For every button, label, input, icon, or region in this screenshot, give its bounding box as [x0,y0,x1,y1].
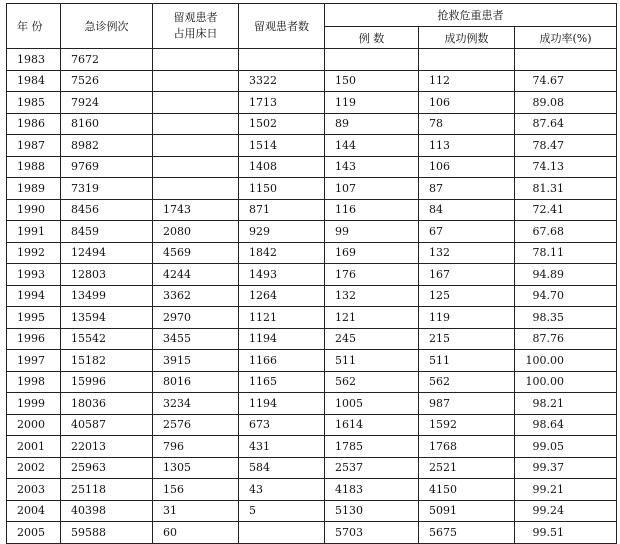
cell-rescue-rate: 67.68 [515,221,617,243]
cell-rescue-rate: 87.76 [515,328,617,350]
cell-observation-patients [239,49,325,71]
cell-rescue-cases: 5703 [325,522,419,544]
cell-rescue-cases [325,49,419,71]
cell-rescue-success: 106 [419,92,515,114]
cell-rescue-rate: 99.05 [515,436,617,458]
cell-emergency-visits: 7924 [61,92,153,114]
cell-rescue-cases: 144 [325,135,419,157]
cell-year: 1984 [7,70,61,92]
cell-rescue-rate: 94.70 [515,285,617,307]
cell-year: 1996 [7,328,61,350]
cell-rescue-rate: 98.64 [515,414,617,436]
table-row [7,92,617,114]
cell-observation-bed-days: 2080 [153,221,239,243]
cell-rescue-cases: 116 [325,199,419,221]
table-row [7,113,617,135]
cell-observation-patients: 1502 [239,113,325,135]
cell-rescue-cases: 511 [325,350,419,372]
cell-emergency-visits: 15182 [61,350,153,372]
table-row [7,350,617,372]
cell-emergency-visits: 9769 [61,156,153,178]
cell-rescue-success: 562 [419,371,515,393]
cell-rescue-rate: 99.24 [515,500,617,522]
cell-year: 1994 [7,285,61,307]
cell-year: 1991 [7,221,61,243]
table-row [7,307,617,329]
cell-rescue-cases: 4183 [325,479,419,501]
cell-year: 1992 [7,242,61,264]
cell-emergency-visits: 40587 [61,414,153,436]
cell-rescue-cases: 176 [325,264,419,286]
cell-rescue-cases: 119 [325,92,419,114]
cell-year: 1989 [7,178,61,200]
cell-observation-patients: 673 [239,414,325,436]
table-row [7,135,617,157]
cell-observation-patients: 1408 [239,156,325,178]
cell-rescue-rate: 78.47 [515,135,617,157]
cell-rescue-cases: 143 [325,156,419,178]
cell-rescue-success: 119 [419,307,515,329]
cell-rescue-rate: 72.41 [515,199,617,221]
cell-year: 2001 [7,436,61,458]
cell-year: 1983 [7,49,61,71]
cell-year: 2002 [7,457,61,479]
table-header [7,4,617,49]
cell-observation-bed-days: 8016 [153,371,239,393]
cell-observation-bed-days: 1743 [153,199,239,221]
cell-rescue-success: 1768 [419,436,515,458]
cell-observation-bed-days: 31 [153,500,239,522]
cell-rescue-success: 987 [419,393,515,415]
cell-observation-patients: 1713 [239,92,325,114]
cell-observation-bed-days [153,49,239,71]
table-row [7,436,617,458]
cell-observation-patients: 1842 [239,242,325,264]
cell-observation-bed-days: 3234 [153,393,239,415]
cell-observation-bed-days: 796 [153,436,239,458]
cell-rescue-rate: 99.21 [515,479,617,501]
cell-rescue-rate: 98.35 [515,307,617,329]
header-observation-bed-days-line2: 占用床日 [173,27,218,40]
table-row [7,70,617,92]
cell-observation-bed-days [153,156,239,178]
cell-emergency-visits: 15996 [61,371,153,393]
cell-rescue-success: 167 [419,264,515,286]
cell-year: 1999 [7,393,61,415]
cell-emergency-visits: 12803 [61,264,153,286]
cell-emergency-visits: 40398 [61,500,153,522]
cell-year: 1988 [7,156,61,178]
cell-year: 2005 [7,522,61,544]
cell-rescue-success: 2521 [419,457,515,479]
header-rescue-group: 抢救危重患者 [325,4,617,27]
cell-observation-patients: 929 [239,221,325,243]
cell-year: 1985 [7,92,61,114]
cell-year: 1993 [7,264,61,286]
cell-rescue-success: 78 [419,113,515,135]
header-row-top [7,4,617,27]
cell-emergency-visits: 8456 [61,199,153,221]
header-rescue-rate: 成功率(%) [515,27,617,49]
header-observation-patients: 留观患者数 [239,4,325,49]
cell-emergency-visits: 25118 [61,479,153,501]
cell-observation-patients: 1264 [239,285,325,307]
cell-rescue-cases: 107 [325,178,419,200]
header-rescue-success: 成功例数 [419,27,515,49]
cell-observation-bed-days [153,113,239,135]
cell-rescue-success: 67 [419,221,515,243]
cell-observation-bed-days: 3362 [153,285,239,307]
statistics-table-container [6,3,616,544]
cell-rescue-success: 132 [419,242,515,264]
cell-rescue-rate: 94.89 [515,264,617,286]
table-row [7,156,617,178]
cell-observation-patients: 5 [239,500,325,522]
cell-rescue-rate: 74.67 [515,70,617,92]
cell-observation-bed-days [153,178,239,200]
cell-year: 1998 [7,371,61,393]
cell-observation-patients: 1514 [239,135,325,157]
cell-rescue-cases: 562 [325,371,419,393]
cell-observation-bed-days: 156 [153,479,239,501]
table-row [7,393,617,415]
cell-rescue-success: 106 [419,156,515,178]
cell-observation-patients: 1194 [239,328,325,350]
cell-rescue-rate: 78.11 [515,242,617,264]
cell-rescue-cases: 89 [325,113,419,135]
table-row [7,414,617,436]
cell-rescue-cases: 2537 [325,457,419,479]
cell-emergency-visits: 12494 [61,242,153,264]
cell-rescue-success: 112 [419,70,515,92]
cell-year: 1990 [7,199,61,221]
table-row [7,264,617,286]
cell-rescue-success: 5675 [419,522,515,544]
cell-observation-patients: 584 [239,457,325,479]
cell-rescue-cases: 1785 [325,436,419,458]
cell-rescue-cases: 1005 [325,393,419,415]
cell-observation-patients: 431 [239,436,325,458]
cell-observation-bed-days [153,92,239,114]
table-row [7,479,617,501]
cell-observation-patients: 1150 [239,178,325,200]
cell-rescue-rate: 81.31 [515,178,617,200]
cell-emergency-visits: 13499 [61,285,153,307]
cell-rescue-rate: 99.37 [515,457,617,479]
table-row [7,328,617,350]
table-row [7,49,617,71]
cell-year: 1987 [7,135,61,157]
cell-observation-patients: 1165 [239,371,325,393]
cell-rescue-success: 113 [419,135,515,157]
cell-rescue-success: 84 [419,199,515,221]
cell-year: 1997 [7,350,61,372]
cell-emergency-visits: 22013 [61,436,153,458]
cell-rescue-rate: 87.64 [515,113,617,135]
header-year: 年 份 [7,4,61,49]
cell-rescue-rate [515,49,617,71]
cell-observation-bed-days: 3455 [153,328,239,350]
cell-year: 2004 [7,500,61,522]
cell-emergency-visits: 13594 [61,307,153,329]
header-emergency-visits: 急诊例次 [61,4,153,49]
cell-observation-patients: 1166 [239,350,325,372]
cell-rescue-cases: 150 [325,70,419,92]
table-body [7,49,617,544]
cell-rescue-success: 1592 [419,414,515,436]
cell-rescue-rate: 100.00 [515,371,617,393]
cell-rescue-success: 125 [419,285,515,307]
cell-year: 1986 [7,113,61,135]
cell-rescue-cases: 121 [325,307,419,329]
cell-emergency-visits: 59588 [61,522,153,544]
table-row [7,221,617,243]
cell-rescue-rate: 100.00 [515,350,617,372]
cell-observation-patients: 1194 [239,393,325,415]
cell-rescue-rate: 99.51 [515,522,617,544]
cell-emergency-visits: 7319 [61,178,153,200]
cell-observation-bed-days: 3915 [153,350,239,372]
table-row [7,522,617,544]
cell-emergency-visits: 25963 [61,457,153,479]
cell-observation-bed-days [153,70,239,92]
cell-rescue-success: 215 [419,328,515,350]
cell-year: 2003 [7,479,61,501]
cell-year: 1995 [7,307,61,329]
cell-rescue-cases: 169 [325,242,419,264]
header-observation-bed-days-line1: 留观患者 [173,11,218,24]
cell-emergency-visits: 8160 [61,113,153,135]
cell-rescue-rate: 74.13 [515,156,617,178]
emergency-statistics-table [6,3,617,544]
header-observation-bed-days [153,4,239,49]
cell-observation-bed-days: 4244 [153,264,239,286]
cell-emergency-visits: 7672 [61,49,153,71]
cell-rescue-rate: 89.08 [515,92,617,114]
cell-observation-bed-days: 1305 [153,457,239,479]
table-row [7,457,617,479]
header-rescue-cases: 例 数 [325,27,419,49]
cell-rescue-cases: 245 [325,328,419,350]
cell-observation-patients: 871 [239,199,325,221]
cell-year: 2000 [7,414,61,436]
table-row [7,178,617,200]
cell-rescue-cases: 132 [325,285,419,307]
cell-observation-bed-days: 60 [153,522,239,544]
cell-rescue-success: 5091 [419,500,515,522]
table-row [7,285,617,307]
cell-rescue-success [419,49,515,71]
cell-emergency-visits: 8982 [61,135,153,157]
cell-rescue-success: 87 [419,178,515,200]
cell-observation-patients: 43 [239,479,325,501]
cell-emergency-visits: 15542 [61,328,153,350]
cell-rescue-success: 511 [419,350,515,372]
cell-emergency-visits: 8459 [61,221,153,243]
cell-observation-bed-days: 2576 [153,414,239,436]
cell-rescue-rate: 98.21 [515,393,617,415]
cell-rescue-cases: 99 [325,221,419,243]
table-row [7,242,617,264]
cell-observation-bed-days: 4569 [153,242,239,264]
cell-rescue-cases: 5130 [325,500,419,522]
cell-observation-patients: 1121 [239,307,325,329]
cell-observation-patients [239,522,325,544]
cell-rescue-cases: 1614 [325,414,419,436]
cell-observation-patients: 3322 [239,70,325,92]
cell-rescue-success: 4150 [419,479,515,501]
table-row [7,199,617,221]
cell-emergency-visits: 18036 [61,393,153,415]
cell-observation-patients: 1493 [239,264,325,286]
cell-observation-bed-days [153,135,239,157]
table-row [7,500,617,522]
table-row [7,371,617,393]
cell-emergency-visits: 7526 [61,70,153,92]
cell-observation-bed-days: 2970 [153,307,239,329]
